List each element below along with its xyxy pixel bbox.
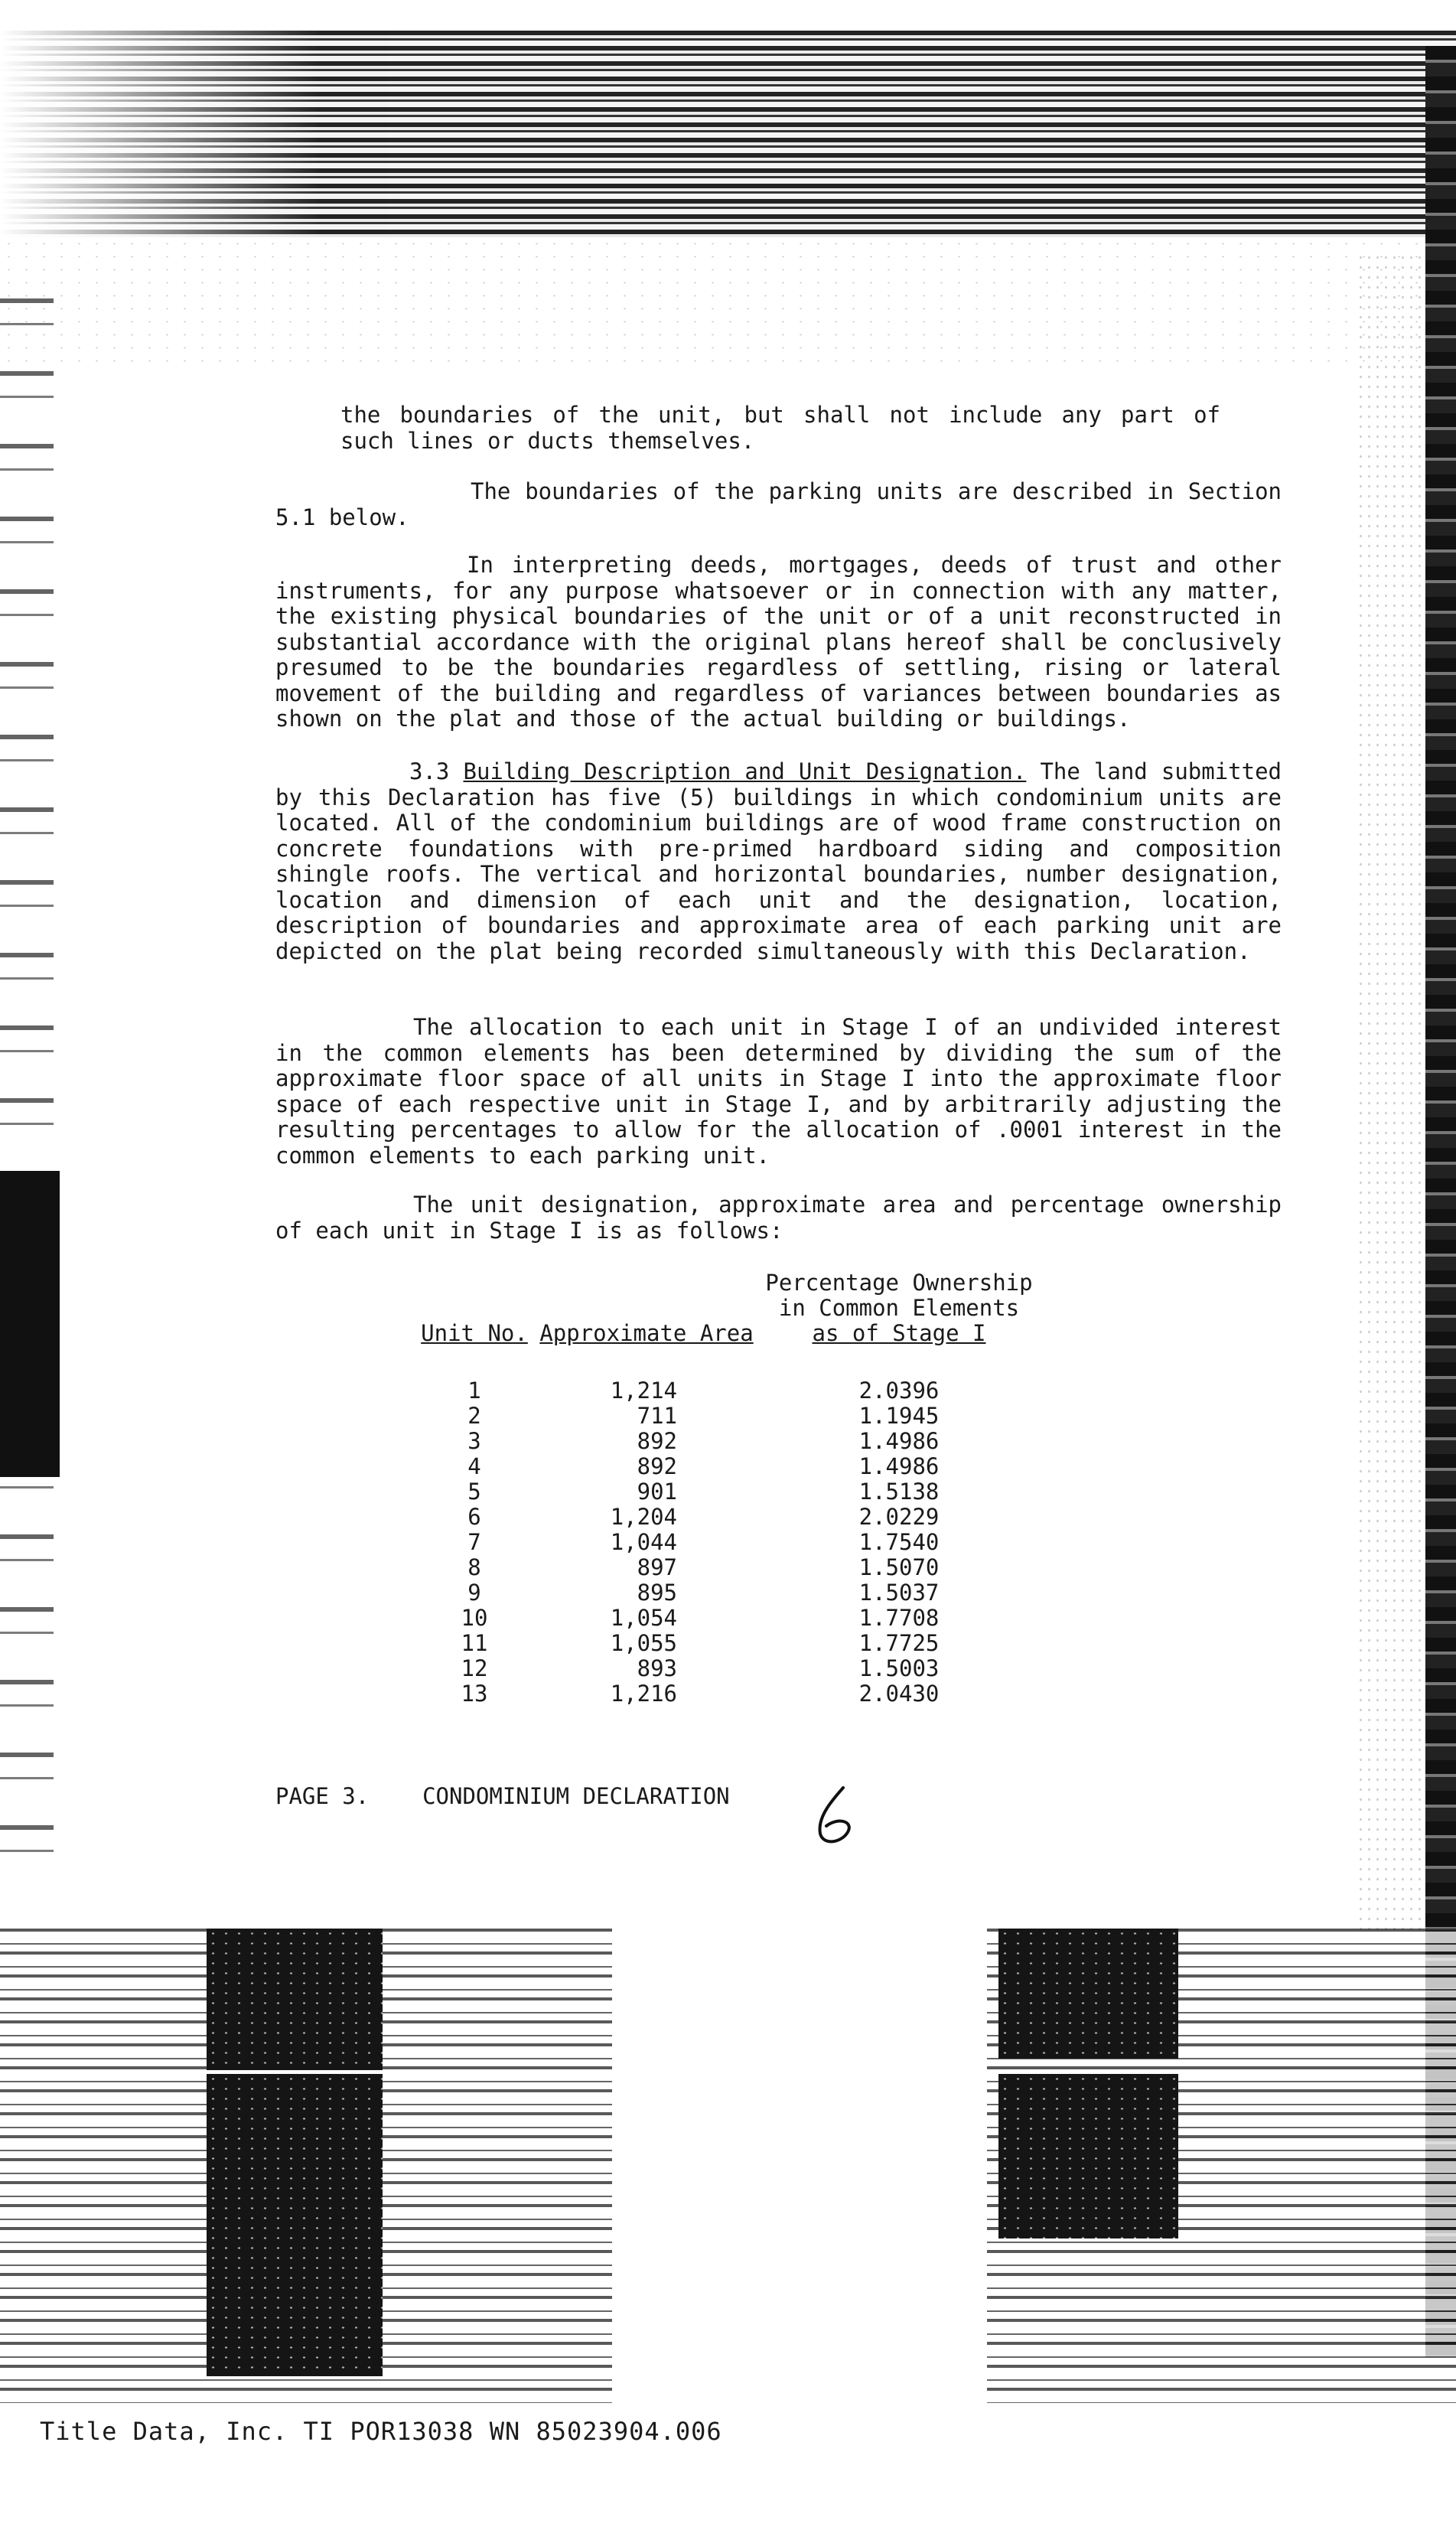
section-number: 3.3 <box>409 758 450 784</box>
section-heading: Building Description and Unit Designation. <box>463 758 1027 784</box>
cell-percentage: 1.4986 <box>858 1428 940 1454</box>
paragraph-building-description <box>275 759 1282 964</box>
header-approx-area: Approximate Area <box>539 1320 754 1346</box>
table-row <box>413 1404 1041 1429</box>
cell-unit-no: 1 <box>467 1378 481 1404</box>
cell-unit-no: 5 <box>467 1479 481 1505</box>
cell-unit-no: 2 <box>467 1403 481 1429</box>
handwritten-page-number <box>803 1783 872 1852</box>
cell-percentage: 2.0396 <box>858 1378 940 1404</box>
cell-approx-area: 892 <box>637 1428 677 1454</box>
unit-ownership-table <box>413 1270 1041 1707</box>
cell-approx-area: 711 <box>637 1403 677 1429</box>
table-row <box>413 1606 1041 1631</box>
cell-unit-no: 6 <box>467 1504 481 1530</box>
table-row <box>413 1555 1041 1580</box>
paragraph-interpreting: In interpreting deeds, mortgages, deeds of trust and other instruments, for any purpose whatsoever or in connection with any matter, the existing physical boundaries of the unit or of a unit reconstructed in substantial accordance with the original plans hereof shall be conclusively presumed to be the boundaries regardless of settling, rising or lateral movement of the building and regardless of variances between boundaries as shown on the plat and those of the actual building or buildings. <box>275 552 1282 732</box>
cell-percentage: 1.5037 <box>858 1580 940 1606</box>
paragraph-parking-units: The boundaries of the parking units are described in Section 5.1 below. <box>275 478 1282 530</box>
cell-unit-no: 8 <box>467 1554 481 1580</box>
cell-approx-area: 895 <box>637 1580 677 1606</box>
cell-percentage: 1.1945 <box>858 1403 940 1429</box>
table-header-row <box>413 1270 1041 1346</box>
cell-percentage: 1.5070 <box>858 1554 940 1580</box>
cell-unit-no: 13 <box>461 1681 488 1707</box>
cell-percentage: 1.4986 <box>858 1453 940 1479</box>
cell-unit-no: 7 <box>467 1529 481 1555</box>
cell-approx-area: 1,055 <box>610 1630 677 1656</box>
cell-approx-area: 1,214 <box>610 1378 677 1404</box>
cell-percentage: 2.0430 <box>858 1681 940 1707</box>
cell-percentage: 1.5138 <box>858 1479 940 1505</box>
page-footer <box>275 1783 730 1809</box>
cell-percentage: 1.7540 <box>858 1529 940 1555</box>
table-row <box>413 1378 1041 1404</box>
cell-percentage: 1.5003 <box>858 1655 940 1681</box>
table-row <box>413 1656 1041 1681</box>
cell-approx-area: 892 <box>637 1453 677 1479</box>
cell-unit-no: 11 <box>461 1630 488 1656</box>
recording-stamp: Title Data, Inc. TI POR13038 WN 85023904.006 <box>40 2417 722 2446</box>
cell-approx-area: 1,204 <box>610 1504 677 1530</box>
cell-percentage: 1.7708 <box>858 1605 940 1631</box>
cell-approx-area: 893 <box>637 1655 677 1681</box>
cell-percentage: 2.0229 <box>858 1504 940 1530</box>
table-row <box>413 1505 1041 1530</box>
cell-approx-area: 1,054 <box>610 1605 677 1631</box>
paragraph-designation: The unit designation, approximate area and percentage ownership of each unit in Stage I is as follows: <box>275 1192 1282 1244</box>
cell-approx-area: 1,216 <box>610 1681 677 1707</box>
paragraph-allocation: The allocation to each unit in Stage I of an undivided interest in the common elements has been determined by dividing the sum of the approximate floor space of all units in Stage I into the approximate floor space of each respective unit in Stage I, and by arbitrarily adjusting the resulting percentages to allow for the allocation of .0001 interest in the common elements to each parking unit. <box>275 1014 1282 1169</box>
table-row <box>413 1681 1041 1707</box>
cell-percentage: 1.7725 <box>858 1630 940 1656</box>
header-percentage: Percentage Ownership in Common Elements as of Stage I <box>765 1270 1033 1346</box>
cell-approx-area: 1,044 <box>610 1529 677 1555</box>
cell-approx-area: 897 <box>637 1554 677 1580</box>
table-row <box>413 1454 1041 1479</box>
header-unit-no: Unit No. <box>421 1320 528 1346</box>
cell-unit-no: 12 <box>461 1655 488 1681</box>
table-row <box>413 1530 1041 1555</box>
section-body: The land submitted by this Declaration has five (5) buildings in which condominium units are located. All of the condominium buildings are of wood frame construction on concrete foundations with pre-primed hardboard siding and composition shingle roofs. The vertical and horizontal boundaries, number designation, location and dimension of each unit and the designation, location, description of boundaries and approximate area of each parking unit are depicted on the plat being recorded simultaneously with this Declaration. <box>275 758 1282 964</box>
table-row <box>413 1580 1041 1606</box>
page-label: PAGE 3. <box>275 1783 370 1809</box>
table-row <box>413 1479 1041 1505</box>
cell-unit-no: 4 <box>467 1453 481 1479</box>
table-row <box>413 1429 1041 1454</box>
table-row <box>413 1631 1041 1656</box>
cell-unit-no: 9 <box>467 1580 481 1606</box>
paragraph-boundaries-end: the boundaries of the unit, but shall not include any part of such lines or ducts themselves. <box>340 402 1220 454</box>
cell-approx-area: 901 <box>637 1479 677 1505</box>
cell-unit-no: 3 <box>467 1428 481 1454</box>
cell-unit-no: 10 <box>461 1605 488 1631</box>
document-name: CONDOMINIUM DECLARATION <box>422 1783 730 1809</box>
